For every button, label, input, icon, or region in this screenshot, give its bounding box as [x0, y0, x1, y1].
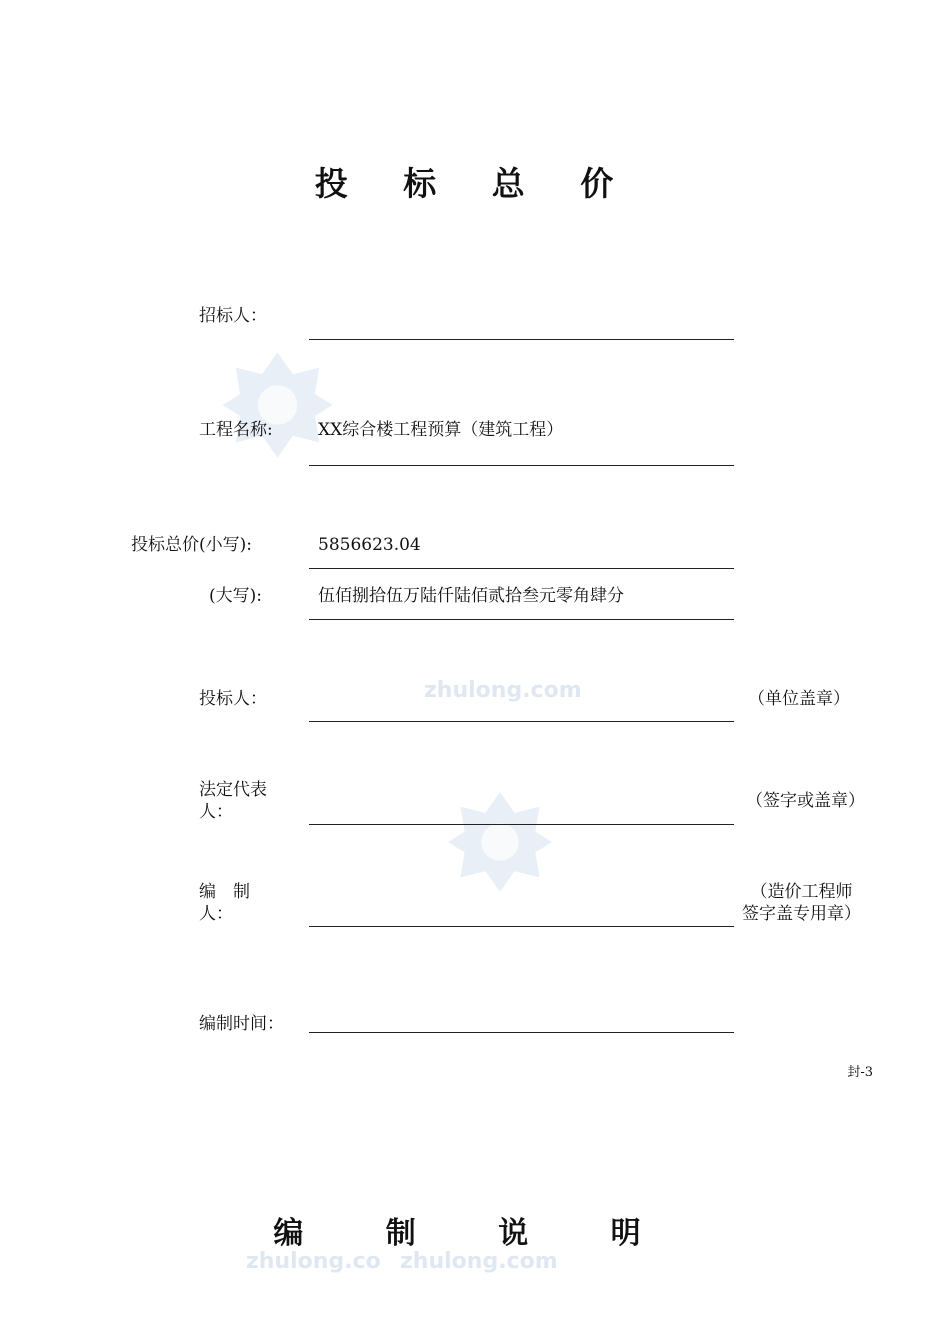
project-name-label: 工程名称: — [199, 420, 273, 440]
watermark-text: zhulong.co — [246, 1249, 381, 1274]
legal-rep-line — [309, 824, 734, 825]
page-title: 投 标 总 价 — [314, 164, 636, 203]
price-big-line — [309, 619, 734, 620]
tenderer-label: 招标人： — [199, 306, 267, 326]
tenderer-line — [309, 339, 734, 340]
compiler-note — [742, 881, 861, 925]
compiler-note-line2: 签字盖专用章） — [742, 904, 861, 924]
price-big-value: 伍佰捌拾伍万陆仟陆佰贰拾叁元零角肆分 — [318, 586, 624, 606]
page-number: 封-3 — [847, 1065, 873, 1080]
compiler-line — [309, 926, 734, 927]
legal-rep-label — [199, 779, 267, 823]
watermark-text: zhulong.com — [400, 1249, 558, 1274]
legal-rep-label-line1: 法定代表 — [199, 780, 267, 800]
compiler-label-line2: 人： — [199, 904, 233, 924]
compile-date-label: 编制时间： — [199, 1014, 284, 1034]
price-small-label: 投标总价(小写): — [131, 535, 252, 555]
compiler-label-line1: 编 制 — [199, 882, 250, 902]
price-small-line — [309, 568, 734, 569]
compile-date-line — [309, 1032, 734, 1033]
price-small-value: 5856623.04 — [318, 535, 421, 555]
legal-rep-label-line2: 人： — [199, 802, 233, 822]
legal-rep-note: （签字或盖章） — [746, 791, 865, 811]
price-big-label: (大写): — [209, 586, 262, 606]
project-name-line — [309, 465, 734, 466]
compiler-note-line1: （造价工程师 — [750, 882, 853, 902]
bidder-line — [309, 721, 734, 722]
next-section-title: 编 制 说 明 — [273, 1216, 677, 1251]
bidder-note: （单位盖章） — [748, 689, 850, 709]
project-name-value: XX综合楼工程预算（建筑工程） — [318, 420, 564, 440]
zhulong-logo-icon — [446, 790, 554, 894]
watermark-text: zhulong.com — [424, 678, 582, 703]
bidder-label: 投标人： — [199, 689, 267, 709]
zhulong-logo-icon — [220, 350, 335, 460]
compiler-label — [199, 881, 250, 925]
